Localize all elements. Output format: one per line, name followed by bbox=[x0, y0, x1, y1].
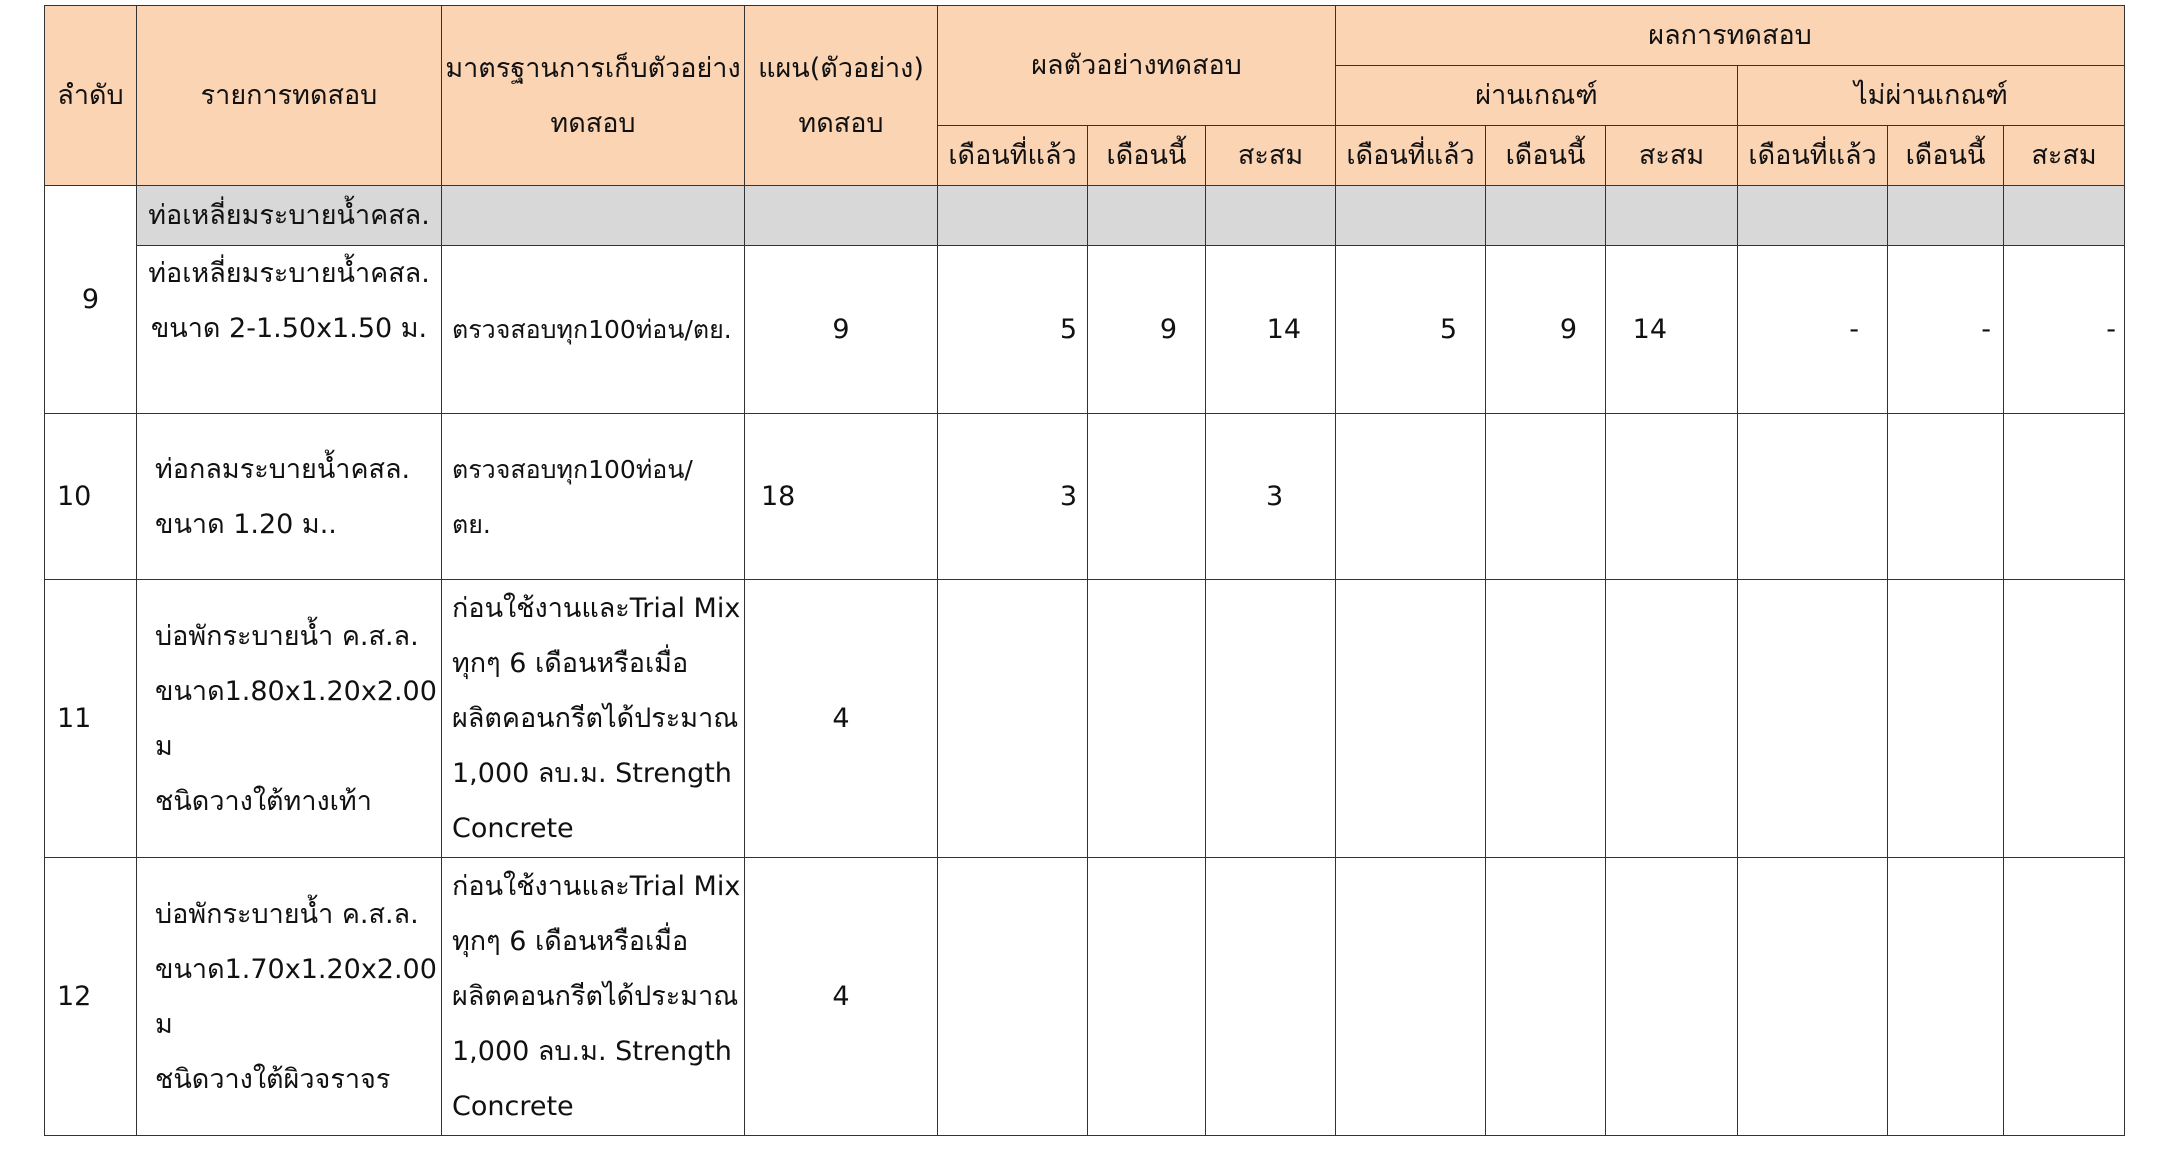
header-pass: ผ่านเกณฑ์ bbox=[1336, 66, 1738, 126]
grey-cell bbox=[1738, 186, 1888, 246]
header-samples-prev: เดือนที่แล้ว bbox=[938, 126, 1088, 186]
pass-this bbox=[1486, 858, 1606, 1136]
fail-cum: - bbox=[2004, 246, 2125, 414]
test-results-table bbox=[44, 5, 2125, 1136]
row-item bbox=[137, 580, 442, 858]
header-samples: ผลตัวอย่างทดสอบ bbox=[938, 6, 1336, 126]
row-item-line: ชนิดวางใต้ทางเท้า bbox=[155, 785, 372, 817]
header-pass-prev: เดือนที่แล้ว bbox=[1336, 126, 1486, 186]
row-item-line: ขนาด 1.20 ม.. bbox=[155, 508, 337, 540]
row-standard-line: ผลิตคอนกรีตได้ประมาณ bbox=[452, 981, 739, 1012]
pass-this: 9 bbox=[1486, 246, 1606, 414]
row-plan: 4 bbox=[745, 580, 938, 858]
header-standard-line1: มาตรฐานการเก็บตัวอย่าง bbox=[445, 52, 741, 84]
table-row bbox=[45, 580, 2125, 858]
samples-prev: 3 bbox=[938, 414, 1088, 580]
row-item-line: ท่อกลมระบายน้ำคสล. bbox=[155, 453, 411, 485]
table-header bbox=[45, 6, 2125, 186]
row-standard-line: ผลิตคอนกรีตได้ประมาณ bbox=[452, 703, 739, 734]
row-plan: 9 bbox=[745, 246, 938, 414]
row-no: 12 bbox=[45, 858, 137, 1136]
pass-prev bbox=[1336, 858, 1486, 1136]
row-standard-line: ก่อนใช้งานและTrial Mix bbox=[452, 871, 741, 902]
pass-prev: 5 bbox=[1336, 246, 1486, 414]
pass-prev bbox=[1336, 580, 1486, 858]
row-no: 9 bbox=[45, 186, 137, 414]
header-fail-cum: สะสม bbox=[2004, 126, 2125, 186]
table-row-group-title bbox=[45, 186, 2125, 246]
header-no: ลำดับ bbox=[45, 6, 137, 186]
row-item-line: ชนิดวางใต้ผิวจราจร bbox=[155, 1063, 391, 1095]
pass-prev bbox=[1336, 414, 1486, 580]
grey-cell bbox=[1088, 186, 1206, 246]
row-standard-line: ตย. bbox=[452, 509, 491, 539]
row-standard bbox=[442, 580, 745, 858]
pass-cum: 14 bbox=[1606, 246, 1738, 414]
header-standard bbox=[442, 6, 745, 186]
fail-this: - bbox=[1888, 246, 2004, 414]
row-standard-line: Concrete bbox=[452, 1091, 574, 1122]
row-standard-line: Concrete bbox=[452, 813, 574, 844]
grey-cell bbox=[2004, 186, 2125, 246]
header-samples-cum: สะสม bbox=[1206, 126, 1336, 186]
header-pass-cum: สะสม bbox=[1606, 126, 1738, 186]
samples-cum: 3 bbox=[1206, 414, 1336, 580]
row-standard bbox=[442, 246, 745, 414]
header-plan bbox=[745, 6, 938, 186]
row-standard-line: ทุกๆ 6 เดือนหรือเมื่อ bbox=[452, 648, 689, 679]
header-plan-line2: ทดสอบ bbox=[798, 107, 884, 139]
row-standard-line: ตรวจสอบทุก100ท่อน/ bbox=[452, 454, 693, 484]
pass-cum bbox=[1606, 580, 1738, 858]
samples-this bbox=[1088, 858, 1206, 1136]
row-standard bbox=[442, 858, 745, 1136]
pass-this bbox=[1486, 414, 1606, 580]
fail-prev: - bbox=[1738, 246, 1888, 414]
row-item-line: บ่อพักระบายน้ำ ค.ส.ล. bbox=[155, 898, 419, 930]
samples-cum bbox=[1206, 580, 1336, 858]
grey-cell bbox=[1486, 186, 1606, 246]
fail-this bbox=[1888, 858, 2004, 1136]
header-samples-this: เดือนนี้ bbox=[1088, 126, 1206, 186]
header-fail: ไม่ผ่านเกณฑ์ bbox=[1738, 66, 2125, 126]
grey-cell bbox=[938, 186, 1088, 246]
row-plan: 4 bbox=[745, 858, 938, 1136]
row-group-title: ท่อเหลี่ยมระบายน้ำคสล. bbox=[137, 186, 442, 246]
row-standard-line: ก่อนใช้งานและTrial Mix bbox=[452, 593, 741, 624]
row-standard bbox=[442, 414, 745, 580]
grey-cell bbox=[1606, 186, 1738, 246]
samples-this bbox=[1088, 414, 1206, 580]
row-item-line: ขนาด1.70x1.20x2.00 ม bbox=[155, 953, 437, 1040]
row-item bbox=[137, 414, 442, 580]
samples-prev: 5 bbox=[938, 246, 1088, 414]
table-row bbox=[45, 246, 2125, 414]
samples-this bbox=[1088, 580, 1206, 858]
samples-prev bbox=[938, 580, 1088, 858]
row-plan: 18 bbox=[745, 414, 938, 580]
samples-cum bbox=[1206, 858, 1336, 1136]
grey-cell bbox=[1206, 186, 1336, 246]
row-standard-line: ตรวจสอบทุก100ท่อน/ตย. bbox=[452, 315, 732, 344]
grey-cell bbox=[745, 186, 938, 246]
fail-this bbox=[1888, 414, 2004, 580]
pass-cum bbox=[1606, 414, 1738, 580]
samples-prev bbox=[938, 858, 1088, 1136]
table-body bbox=[45, 186, 2125, 1136]
grey-cell bbox=[1336, 186, 1486, 246]
header-results: ผลการทดสอบ bbox=[1336, 6, 2125, 66]
samples-this: 9 bbox=[1088, 246, 1206, 414]
header-pass-this: เดือนนี้ bbox=[1486, 126, 1606, 186]
row-item bbox=[137, 858, 442, 1136]
row-item-line: ท่อเหลี่ยมระบายน้ำคสล. bbox=[148, 258, 430, 289]
row-no: 11 bbox=[45, 580, 137, 858]
row-item-line: ขนาด1.80x1.20x2.00 ม bbox=[155, 675, 437, 762]
pass-cum bbox=[1606, 858, 1738, 1136]
grey-cell bbox=[442, 186, 745, 246]
fail-this bbox=[1888, 580, 2004, 858]
fail-prev bbox=[1738, 414, 1888, 580]
header-fail-this: เดือนนี้ bbox=[1888, 126, 2004, 186]
table-row bbox=[45, 858, 2125, 1136]
samples-cum: 14 bbox=[1206, 246, 1336, 414]
test-results-table-wrapper bbox=[44, 5, 2124, 1136]
row-item-line: บ่อพักระบายน้ำ ค.ส.ล. bbox=[155, 620, 419, 652]
row-standard-line: ทุกๆ 6 เดือนหรือเมื่อ bbox=[452, 926, 689, 957]
row-no: 10 bbox=[45, 414, 137, 580]
fail-prev bbox=[1738, 858, 1888, 1136]
row-item bbox=[137, 246, 442, 414]
fail-cum bbox=[2004, 858, 2125, 1136]
header-standard-line2: ทดสอบ bbox=[550, 107, 636, 139]
row-item-line: ขนาด 2-1.50x1.50 ม. bbox=[150, 313, 428, 344]
header-item: รายการทดสอบ bbox=[137, 6, 442, 186]
fail-prev bbox=[1738, 580, 1888, 858]
row-standard-line: 1,000 ลบ.ม. Strength bbox=[452, 758, 732, 789]
header-fail-prev: เดือนที่แล้ว bbox=[1738, 126, 1888, 186]
table-row bbox=[45, 414, 2125, 580]
row-standard-line: 1,000 ลบ.ม. Strength bbox=[452, 1036, 732, 1067]
fail-cum bbox=[2004, 414, 2125, 580]
grey-cell bbox=[1888, 186, 2004, 246]
header-plan-line1: แผน(ตัวอย่าง) bbox=[758, 52, 924, 84]
fail-cum bbox=[2004, 580, 2125, 858]
pass-this bbox=[1486, 580, 1606, 858]
